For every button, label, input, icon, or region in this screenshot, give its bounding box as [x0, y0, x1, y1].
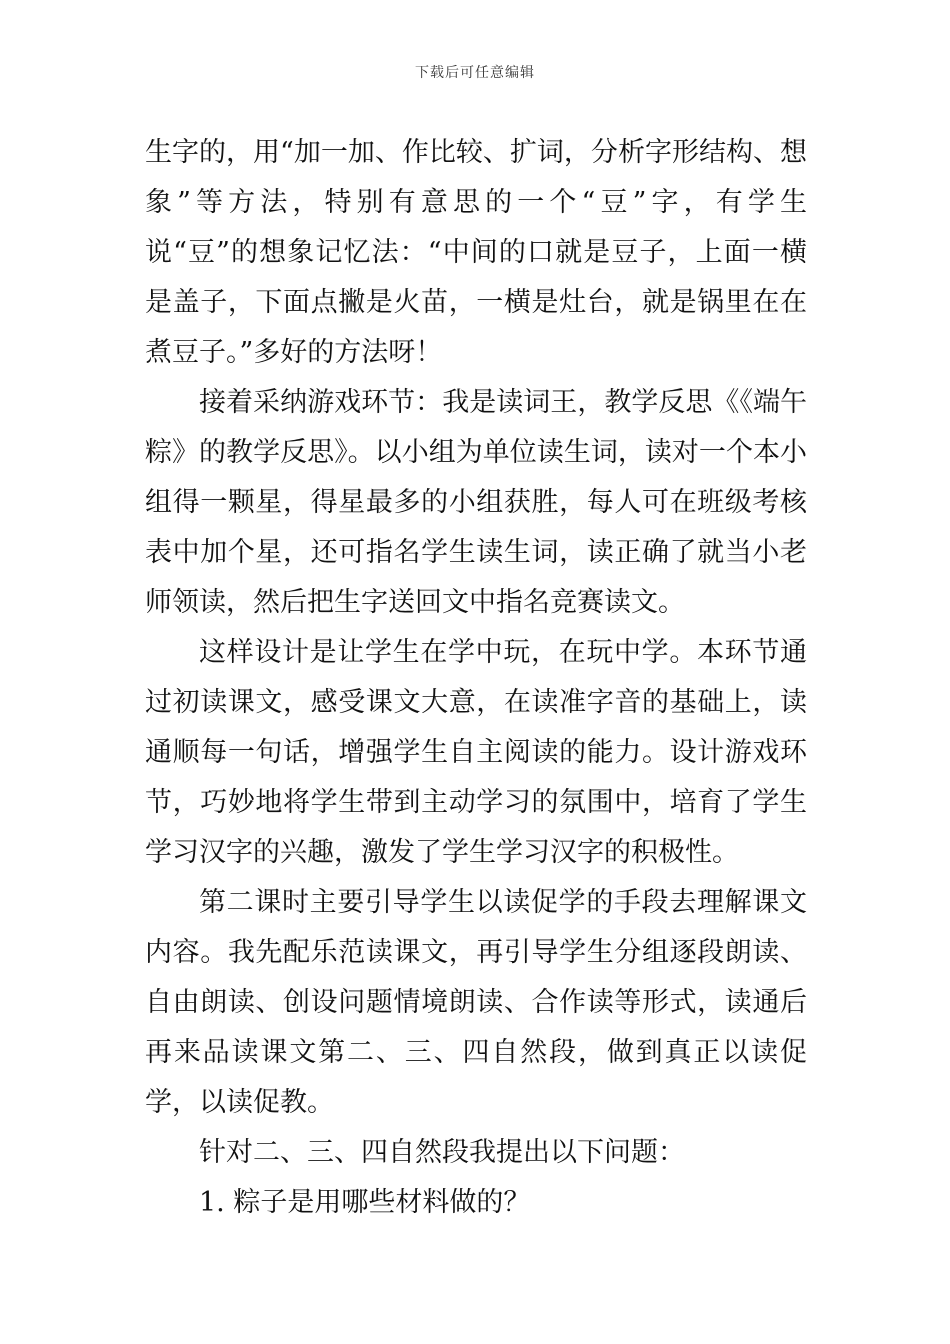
document-body — [145, 128, 807, 1228]
list-item-question-1: 1. 粽子是用哪些材料做的？ — [199, 1187, 531, 1218]
paragraph-4: 第二课时主要引导学生以读促学的手段去理解课文内容。我先配乐范读课文，再引导学生分组逐段朗读、自由朗读、创设问题情境朗读、合作读等形式，读通后再来品读课文第二、三、四自然段，做到真正以读促学，以读促教。 — [145, 887, 807, 1118]
paragraph-5: 针对二、三、四自然段我提出以下问题： — [199, 1137, 685, 1168]
paragraph-2: 接着采纳游戏环节：我是读词王，教学反思《《端午粽》的教学反思》。以小组为单位读生词，读对一个本小组得一颗星，得星最多的小组获胜，每人可在班级考核表中加个星，还可指名学生读生词，读正确了就当小老师领读，然后把生字送回文中指名竞赛读文。 — [145, 387, 807, 618]
paragraph-3: 这样设计是让学生在学中玩，在玩中学。本环节通过初读课文，感受课文大意，在读准字音的基础上，读通顺每一句话，增强学生自主阅读的能力。设计游戏环节，巧妙地将学生带到主动学习的氛围中，培育了学生学习汉字的兴趣，激发了学生学习汉字的积极性。 — [145, 637, 807, 868]
page-header-note: 下载后可任意编辑 — [415, 65, 535, 81]
paragraph-1: 生字的，用“加一加、作比较、扩词，分析字形结构、想象”等方法，特别有意思的一个“豆”字，有学生说“豆”的想象记忆法：“中间的口就是豆子，上面一横是盖子，下面点撇是火苗，一横是灶台，就是锅里在在煮豆子。”多好的方法呀！ — [145, 137, 807, 368]
